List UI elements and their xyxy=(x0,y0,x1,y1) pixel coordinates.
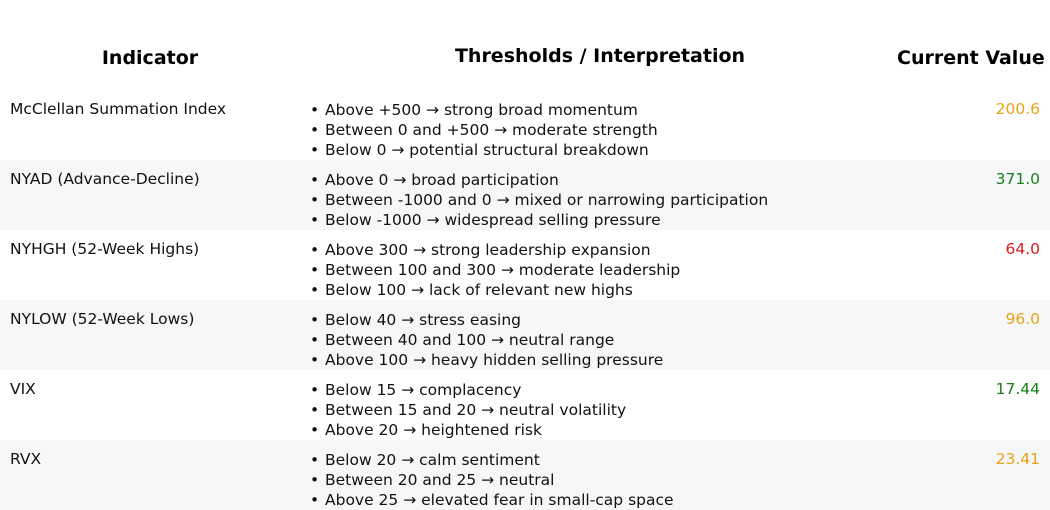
threshold-text: Above 300 → strong leadership expansion xyxy=(325,241,651,259)
current-value: 64.0 xyxy=(1005,240,1040,258)
bullet-icon: • xyxy=(310,381,320,399)
threshold-item xyxy=(310,450,674,470)
threshold-text: Above +500 → strong broad momentum xyxy=(325,101,638,119)
table-row xyxy=(0,440,1050,510)
threshold-text: Below -1000 → widespread selling pressure xyxy=(325,211,661,229)
current-value: 96.0 xyxy=(1005,310,1040,328)
threshold-item xyxy=(310,210,768,230)
bullet-icon: • xyxy=(310,451,320,469)
bullet-icon: • xyxy=(310,491,320,509)
threshold-item xyxy=(310,190,768,210)
column-header-thresholds: Thresholds / Interpretation xyxy=(454,45,746,67)
bullet-icon: • xyxy=(310,331,320,349)
bullet-icon: • xyxy=(310,311,320,329)
bullet-icon: • xyxy=(310,261,320,279)
threshold-text: Between -1000 and 0 → mixed or narrowing participation xyxy=(325,191,769,209)
threshold-text: Between 40 and 100 → neutral range xyxy=(325,331,615,349)
threshold-item xyxy=(310,170,768,190)
bullet-icon: • xyxy=(310,241,320,259)
threshold-text: Between 0 and +500 → moderate strength xyxy=(325,121,658,139)
bullet-icon: • xyxy=(310,281,320,299)
current-value: 17.44 xyxy=(995,380,1040,398)
bullet-icon: • xyxy=(310,121,320,139)
bullet-icon: • xyxy=(310,211,320,229)
threshold-text: Between 15 and 20 → neutral volatility xyxy=(325,401,627,419)
threshold-item xyxy=(310,140,658,160)
bullet-icon: • xyxy=(310,421,320,439)
bullet-icon: • xyxy=(310,351,320,369)
bullet-icon: • xyxy=(310,191,320,209)
bullet-icon: • xyxy=(310,401,320,419)
threshold-text: Below 15 → complacency xyxy=(325,381,522,399)
current-value: 371.0 xyxy=(995,170,1040,188)
threshold-text: Above 100 → heavy hidden selling pressure xyxy=(325,351,664,369)
threshold-item xyxy=(310,280,680,300)
indicator-table-body xyxy=(0,90,1050,510)
threshold-text: Above 0 → broad participation xyxy=(325,171,559,189)
bullet-icon: • xyxy=(310,101,320,119)
threshold-list xyxy=(310,450,674,510)
column-header-current-value: Current Value xyxy=(897,47,1045,69)
threshold-list xyxy=(310,170,768,230)
threshold-item xyxy=(310,120,658,140)
indicator-name: VIX xyxy=(10,380,36,398)
bullet-icon: • xyxy=(310,171,320,189)
threshold-text: Below 100 → lack of relevant new highs xyxy=(325,281,633,299)
threshold-item xyxy=(310,350,663,370)
column-header-indicator: Indicator xyxy=(101,47,199,69)
bullet-icon: • xyxy=(310,141,320,159)
threshold-list xyxy=(310,100,658,160)
threshold-item xyxy=(310,420,626,440)
threshold-item xyxy=(310,330,663,350)
indicator-name: NYHGH (52-Week Highs) xyxy=(10,240,200,258)
threshold-item xyxy=(310,470,674,490)
indicator-name: RVX xyxy=(10,450,42,468)
indicator-name: McClellan Summation Index xyxy=(10,100,227,118)
table-row xyxy=(0,160,1050,230)
threshold-text: Below 20 → calm sentiment xyxy=(325,451,540,469)
current-value: 200.6 xyxy=(995,100,1040,118)
threshold-list xyxy=(310,310,663,370)
threshold-text: Below 40 → stress easing xyxy=(325,311,522,329)
current-value: 23.41 xyxy=(995,450,1040,468)
threshold-text: Above 20 → heightened risk xyxy=(325,421,542,439)
table-row xyxy=(0,370,1050,440)
threshold-text: Between 100 and 300 → moderate leadership xyxy=(325,261,681,279)
threshold-item xyxy=(310,310,663,330)
indicator-name: NYAD (Advance-Decline) xyxy=(10,170,200,188)
threshold-item xyxy=(310,260,680,280)
indicator-name: NYLOW (52-Week Lows) xyxy=(10,310,195,328)
table-row xyxy=(0,90,1050,160)
threshold-text: Above 25 → elevated fear in small-cap space xyxy=(325,491,674,509)
bullet-icon: • xyxy=(310,471,320,489)
table-row xyxy=(0,300,1050,370)
threshold-list xyxy=(310,380,626,440)
threshold-item xyxy=(310,240,680,260)
threshold-text: Below 0 → potential structural breakdown xyxy=(325,141,649,159)
threshold-item xyxy=(310,380,626,400)
table-row xyxy=(0,230,1050,300)
threshold-item xyxy=(310,100,658,120)
threshold-text: Between 20 and 25 → neutral xyxy=(325,471,555,489)
threshold-item xyxy=(310,400,626,420)
threshold-list xyxy=(310,240,680,300)
threshold-item xyxy=(310,490,674,510)
